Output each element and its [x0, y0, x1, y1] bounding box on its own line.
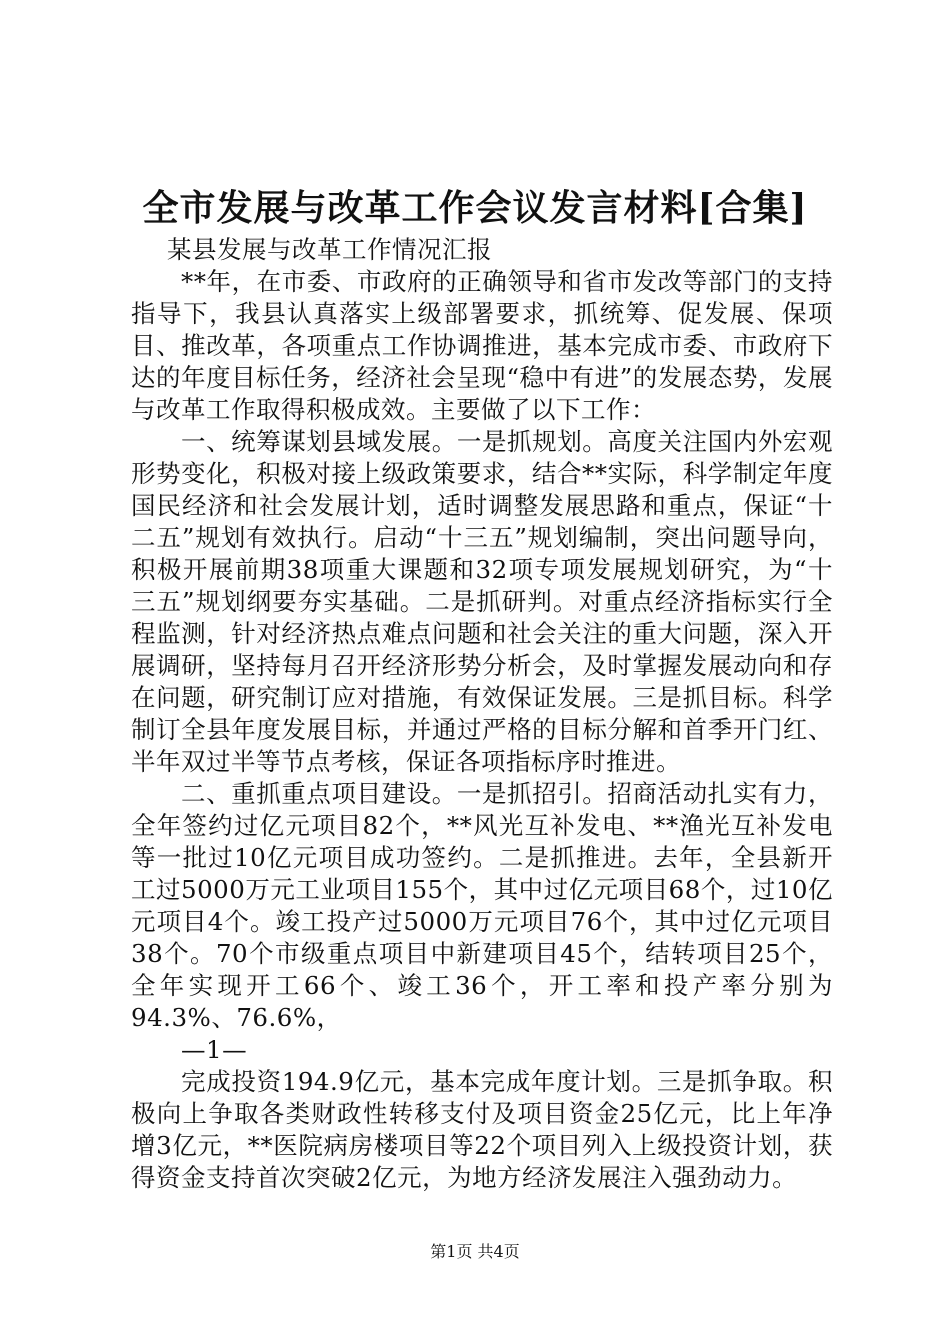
document-body	[131, 234, 833, 1194]
document-subtitle: 某县发展与改革工作情况汇报	[167, 235, 492, 264]
paragraph-section-2: 二、重抓重点项目建设。一是抓招引。招商活动扎实有力，全年签约过亿元项目82个，**风光互补发电、**渔光互补发电等一批过10亿元项目成功签约。二是抓推进。去年，全县新开工过5000万元工业项目155个，其中过亿元项目68个，过10亿元项目4个。竣工投产过5000万元项目76个，其中过亿元项目38个。70个市级重点项目中新建项目45个，结转项目25个，全年实现开工66个、竣工36个，开工率和投产率分别为94.3%、76.6%，	[131, 779, 833, 1032]
paragraph-continuation: 完成投资194.9亿元，基本完成年度计划。三是抓争取。积极向上争取各类财政性转移支付及项目资金25亿元，比上年净增3亿元，**医院病房楼项目等22个项目列入上级投资计划，获得资金支持首次突破2亿元，为地方经济发展注入强劲动力。	[131, 1067, 833, 1192]
paragraph-section-1: 一、统筹谋划县域发展。一是抓规划。高度关注国内外宏观形势变化，积极对接上级政策要求，结合**实际，科学制定年度国民经济和社会发展计划，适时调整发展思路和重点，保证“十二五”规划有效执行。启动“十三五”规划编制，突出问题导向，积极开展前期38项重大课题和32项专项发展规划研究，为“十三五”规划纲要夯实基础。二是抓研判。对重点经济指标实行全程监测，针对经济热点难点问题和社会关注的重大问题，深入开展调研，坚持每月召开经济形势分析会，及时掌握发展动向和存在问题，研究制订应对措施，有效保证发展。三是抓目标。科学制订全县年度发展目标，并通过严格的目标分解和首季开门红、半年双过半等节点考核，保证各项指标序时推进。	[131, 427, 833, 776]
page-number-mark: —1—	[181, 1035, 248, 1064]
paragraph-intro: **年，在市委、市政府的正确领导和省市发改等部门的支持指导下，我县认真落实上级部署要求，抓统筹、促发展、保项目、推改革，各项重点工作协调推进，基本完成市委、市政府下达的年度目标任务，经济社会呈现“稳中有进”的发展态势，发展与改革工作取得积极成效。主要做了以下工作：	[131, 267, 833, 424]
page-footer: 第1页 共4页	[430, 1242, 520, 1261]
document-title: 全市发展与改革工作会议发言材料[合集]	[142, 187, 808, 229]
